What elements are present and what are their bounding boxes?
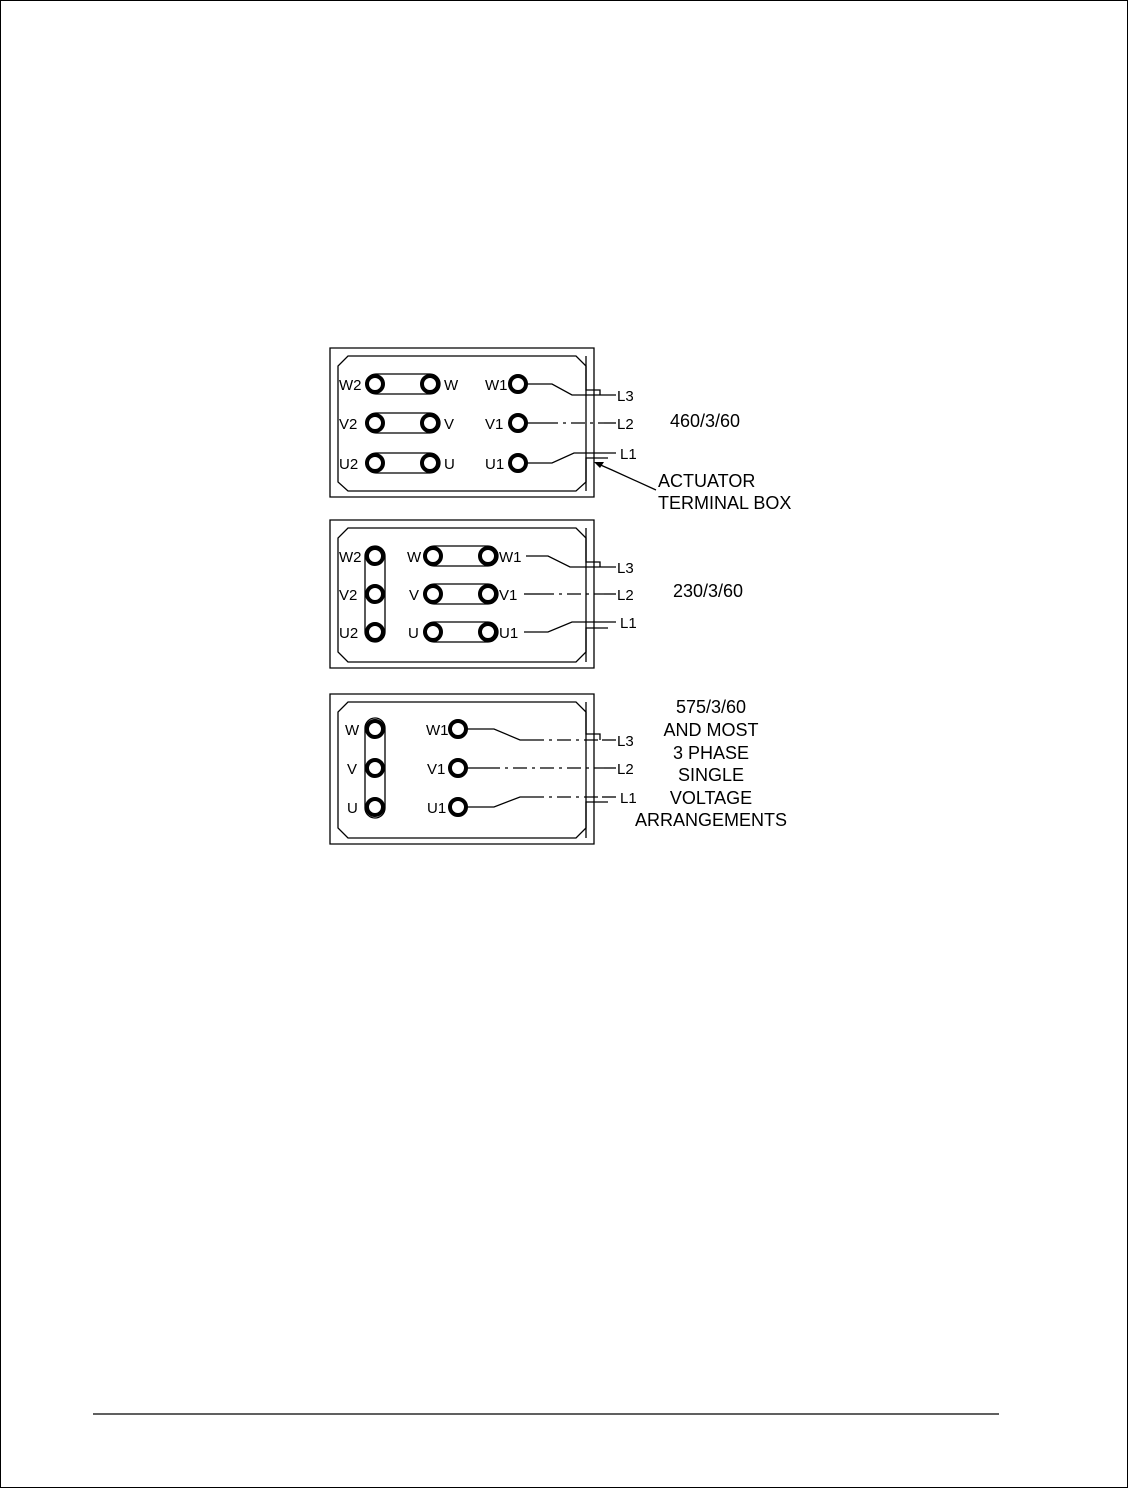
terminal-label: W2 [339,549,362,566]
terminal-label: W1 [485,377,508,394]
line-l1-entry [586,628,608,662]
line-label: L3 [617,560,634,577]
callout-leader [596,463,656,490]
terminal-label: W [407,549,422,566]
terminal-label: W [444,377,459,394]
line-l3-entry [586,528,600,567]
line-l1-wire [466,797,530,807]
terminal-stud [422,376,438,392]
terminal-label: V1 [485,416,504,433]
terminal-label: V1 [427,761,446,778]
line-l3-wire [526,556,616,567]
terminal-stud [367,586,383,602]
terminal-stud [450,721,466,737]
terminal-stud [425,586,441,602]
terminal-stud [367,548,383,564]
voltage-label: 3 PHASE [672,743,750,763]
line-label: L2 [617,587,634,604]
terminal-stud [425,548,441,564]
terminal-label: U2 [339,625,359,642]
diagram-230v [330,520,743,668]
terminal-stud [367,721,383,737]
terminal-label: U1 [499,625,519,642]
line-label: L3 [617,733,634,750]
voltage-label: 575/3/60 [675,697,747,717]
terminal-stud [510,455,526,471]
line-label: L1 [620,790,637,807]
line-label: L2 [617,761,634,778]
terminal-label: W2 [339,377,362,394]
terminal-label: V2 [339,416,358,433]
line-label: L2 [617,416,634,433]
terminal-stud [367,799,383,815]
line-label: L1 [620,446,637,463]
terminal-label: V [444,416,455,433]
terminal-label: W [345,722,360,739]
line-l1-wire [524,622,616,632]
line-l3-entry [586,702,600,740]
terminal-label: U1 [427,800,447,817]
terminal-stud [367,415,383,431]
terminal-label: U [408,625,419,642]
voltage-label: ARRANGEMENTS [634,810,788,830]
terminal-stud [425,624,441,640]
terminal-label: V [347,761,358,778]
terminal-label: U [347,800,358,817]
voltage-label: 460/3/60 [670,411,741,431]
terminal-label: V1 [499,587,518,604]
terminal-stud [480,624,496,640]
line-l1-entry [586,802,608,838]
voltage-label: VOLTAGE [669,788,753,808]
terminal-stud [450,760,466,776]
voltage-label: SINGLE [677,765,745,785]
terminal-label: U1 [485,456,505,473]
callout-arrowhead [594,462,604,468]
terminal-label: U2 [339,456,359,473]
line-label: L3 [617,388,634,405]
terminal-stud [480,548,496,564]
voltage-label: 230/3/60 [673,581,744,601]
diagram-460v [330,348,791,513]
line-l3-wire [466,729,530,740]
terminal-stud [367,760,383,776]
callout-label: ACTUATOR [658,471,756,491]
terminal-label: W1 [426,722,449,739]
terminal-stud [367,376,383,392]
terminal-label: U [444,456,455,473]
terminal-stud [367,455,383,471]
terminal-stud [422,415,438,431]
line-label: L1 [620,615,637,632]
terminal-label: V2 [339,587,358,604]
terminal-stud [510,415,526,431]
terminal-label: V [409,587,420,604]
terminal-label: W1 [499,549,522,566]
line-l3-entry [586,356,600,395]
diagram-575v [330,694,787,844]
callout-label: TERMINAL BOX [658,493,792,513]
line-l3-wire [526,384,616,395]
terminal-stud [480,586,496,602]
terminal-stud [422,455,438,471]
terminal-stud [367,624,383,640]
voltage-label: AND MOST [663,720,759,740]
terminal-stud [450,799,466,815]
terminal-stud [510,376,526,392]
